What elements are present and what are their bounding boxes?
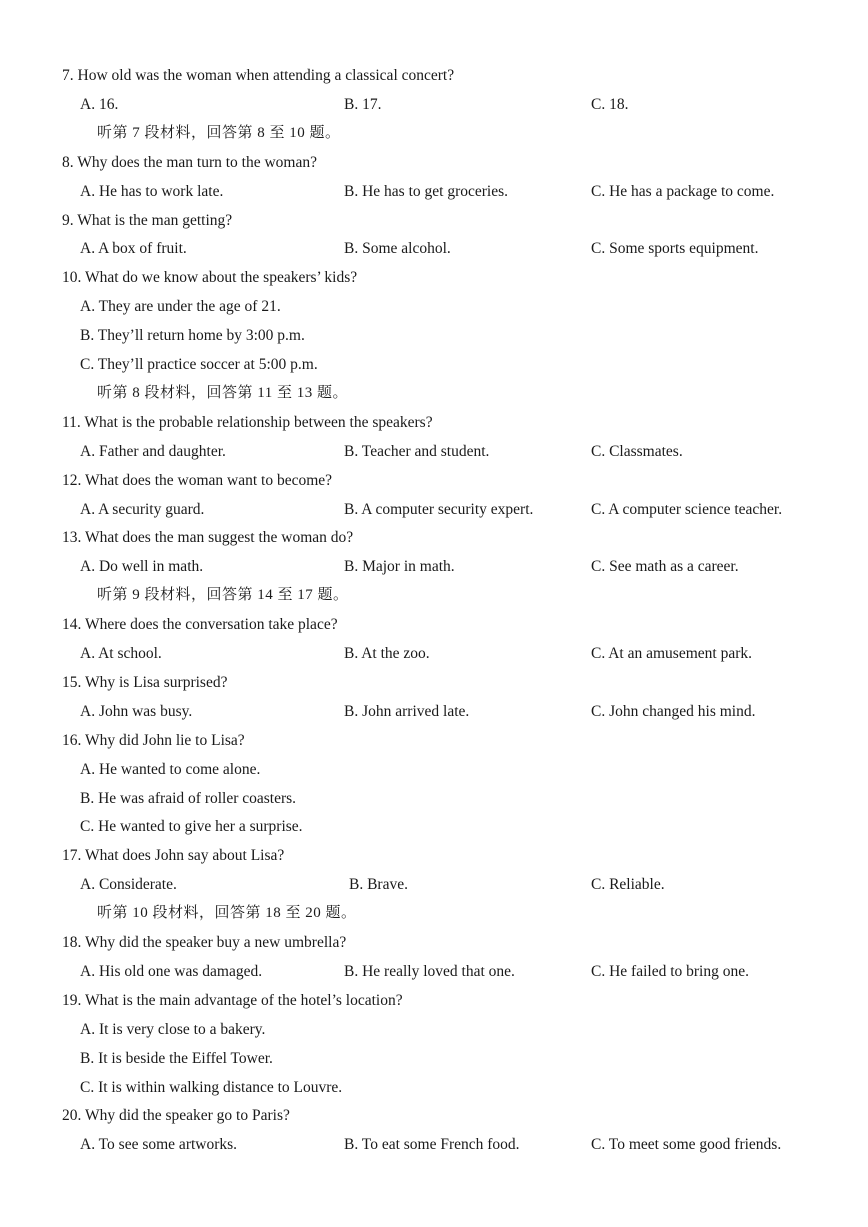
section-instruction-text: 听第 8 段材料，回答第 11 至 13 题。 — [97, 384, 348, 401]
option-a: A. Considerate. — [80, 876, 177, 894]
option-a: A. John was busy. — [80, 702, 193, 720]
question-line — [0, 841, 868, 870]
options-row — [0, 1130, 868, 1159]
question-text: 12. What does the woman want to become? — [62, 471, 333, 489]
option-a: A. A box of fruit. — [80, 240, 187, 258]
option-a: A. A security guard. — [80, 500, 205, 518]
option-c: C. He has a package to come. — [591, 182, 775, 200]
option-c: C. Some sports equipment. — [591, 240, 759, 258]
option-a: A. He has to work late. — [80, 182, 224, 200]
section-instruction — [0, 119, 868, 148]
option-c: C. To meet some good friends. — [591, 1136, 782, 1154]
section-instruction — [0, 899, 868, 928]
options-row — [0, 870, 868, 899]
option-text: A. He wanted to come alone. — [80, 760, 261, 778]
section-instruction-text: 听第 7 段材料，回答第 8 至 10 题。 — [97, 124, 341, 141]
question-text: 20. Why did the speaker go to Paris? — [62, 1107, 290, 1125]
question-line — [0, 928, 868, 957]
option-a: A. Father and daughter. — [80, 442, 226, 460]
question-text: 13. What does the man suggest the woman do? — [62, 529, 354, 547]
question-line — [0, 408, 868, 437]
option-line — [0, 812, 868, 841]
question-text: 16. Why did John lie to Lisa? — [62, 731, 245, 749]
options-row — [0, 495, 868, 524]
section-instruction-text: 听第 10 段材料，回答第 18 至 20 题。 — [97, 905, 357, 922]
question-line — [0, 610, 868, 639]
option-c: C. See math as a career. — [591, 558, 739, 576]
question-text: 19. What is the main advantage of the hotel’s location? — [62, 991, 403, 1009]
options-row — [0, 437, 868, 466]
option-text: B. It is beside the Eiffel Tower. — [80, 1049, 273, 1067]
option-a: A. At school. — [80, 645, 162, 662]
option-b: B. Brave. — [349, 876, 408, 894]
question-line — [0, 61, 868, 90]
option-text: A. They are under the age of 21. — [80, 298, 281, 316]
question-line — [0, 148, 868, 177]
section-instruction — [0, 379, 868, 408]
question-text: 10. What do we know about the speakers’ kids? — [62, 269, 358, 287]
option-b: B. Teacher and student. — [344, 442, 490, 460]
option-a: A. Do well in math. — [80, 558, 204, 576]
option-c: C. He failed to bring one. — [591, 962, 749, 980]
question-line — [0, 523, 868, 552]
option-line — [0, 784, 868, 813]
option-b: B. Major in math. — [344, 558, 455, 576]
option-line — [0, 321, 868, 350]
option-b: B. Some alcohol. — [344, 240, 451, 258]
option-line — [0, 1015, 868, 1044]
option-b: B. 17. — [344, 95, 382, 113]
option-b: B. He really loved that one. — [344, 962, 515, 980]
options-row — [0, 697, 868, 726]
options-row — [0, 552, 868, 581]
option-b: B. He has to get groceries. — [344, 182, 508, 200]
option-a: A. 16. — [80, 95, 119, 113]
section-instruction — [0, 581, 868, 610]
option-b: B. At the zoo. — [344, 645, 430, 662]
options-row — [0, 90, 868, 119]
option-c: C. Classmates. — [591, 442, 683, 460]
question-text: 17. What does John say about Lisa? — [62, 847, 285, 865]
option-b: B. John arrived late. — [344, 702, 470, 720]
options-row — [0, 234, 868, 263]
option-text: C. They’ll practice soccer at 5:00 p.m. — [80, 356, 318, 373]
option-b: B. To eat some French food. — [344, 1136, 520, 1154]
option-a: A. To see some artworks. — [80, 1136, 238, 1154]
options-row — [0, 957, 868, 986]
question-text: 11. What is the probable relationship between the speakers? — [62, 413, 433, 431]
option-text: A. It is very close to a bakery. — [80, 1020, 266, 1038]
question-line — [0, 1101, 868, 1130]
options-row — [0, 639, 868, 668]
question-text: 7. How old was the woman when attending a classical concert? — [62, 67, 455, 84]
option-line — [0, 755, 868, 784]
option-line — [0, 292, 868, 321]
question-text: 8. Why does the man turn to the woman? — [62, 153, 317, 171]
option-text: B. He was afraid of roller coasters. — [80, 789, 297, 807]
options-row — [0, 177, 868, 206]
question-line — [0, 726, 868, 755]
option-line — [0, 350, 868, 379]
option-b: B. A computer security expert. — [344, 500, 534, 518]
question-line — [0, 986, 868, 1015]
option-c: C. A computer science teacher. — [591, 500, 783, 518]
option-text: B. They’ll return home by 3:00 p.m. — [80, 327, 305, 345]
option-c: C. 18. — [591, 95, 629, 113]
question-line — [0, 466, 868, 495]
option-line — [0, 1073, 868, 1102]
option-c: C. John changed his mind. — [591, 702, 756, 720]
question-line — [0, 263, 868, 292]
option-c: C. At an amusement park. — [591, 645, 752, 662]
option-line — [0, 1044, 868, 1073]
section-instruction-text: 听第 9 段材料，回答第 14 至 17 题。 — [97, 587, 349, 604]
question-line — [0, 668, 868, 697]
question-text: 9. What is the man getting? — [62, 211, 233, 229]
option-text: C. It is within walking distance to Louvre. — [80, 1078, 343, 1096]
question-text: 15. Why is Lisa surprised? — [62, 673, 228, 691]
option-text: C. He wanted to give her a surprise. — [80, 818, 303, 836]
question-text: 14. Where does the conversation take place? — [62, 616, 338, 634]
question-line — [0, 206, 868, 235]
option-a: A. His old one was damaged. — [80, 962, 263, 980]
question-text: 18. Why did the speaker buy a new umbrella? — [62, 934, 347, 951]
option-c: C. Reliable. — [591, 876, 665, 894]
